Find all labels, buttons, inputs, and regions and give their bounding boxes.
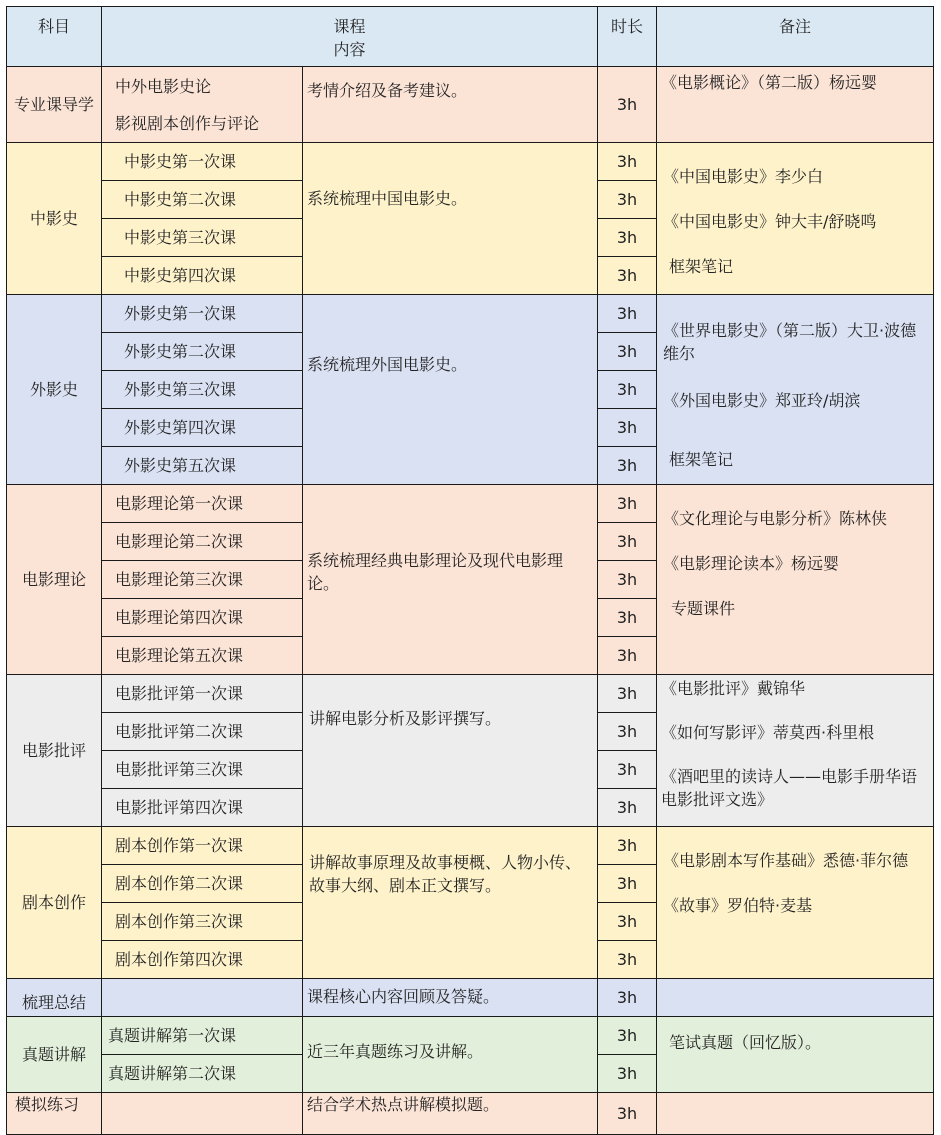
header-content [102, 7, 598, 67]
subject-cell: 电影理论 [7, 485, 102, 675]
course-cell [102, 67, 303, 143]
course-cell: 外影史第五次课 [102, 447, 303, 485]
course-cell: 剧本创作第一次课 [102, 827, 303, 865]
duration-cell: 3h [598, 979, 657, 1017]
duration-cell: 3h [598, 333, 657, 371]
course-cell: 外影史第一次课 [102, 295, 303, 333]
table-row [7, 295, 934, 333]
course-cell: 电影批评第三次课 [102, 751, 303, 789]
course-cell: 电影理论第一次课 [102, 485, 303, 523]
header-subject: 科目 [7, 7, 102, 67]
notes-cell [657, 1093, 934, 1135]
duration-cell: 3h [598, 827, 657, 865]
course-cell: 中影史第二次课 [102, 181, 303, 219]
duration-cell: 3h [598, 295, 657, 333]
subject-cell: 外影史 [7, 295, 102, 485]
duration-cell: 3h [598, 713, 657, 751]
note-line: 《电影剧本写作基础》悉德·菲尔德 [663, 851, 909, 870]
course-cell: 外影史第四次课 [102, 409, 303, 447]
table-row [7, 675, 934, 713]
duration-cell: 3h [598, 143, 657, 181]
table-row [7, 143, 934, 181]
notes-cell [657, 485, 934, 675]
note-line: 专题课件 [671, 599, 736, 618]
content-cell: 系统梳理中国电影史。 [303, 143, 598, 295]
duration-cell: 3h [598, 941, 657, 979]
course-cell: 剧本创作第三次课 [102, 903, 303, 941]
subject-cell: 电影批评 [7, 675, 102, 827]
course-cell: 电影批评第四次课 [102, 789, 303, 827]
header-content-line1: 课程 [333, 17, 366, 36]
course-cell: 电影理论第三次课 [102, 561, 303, 599]
content-cell: 讲解电影分析及影评撰写。 [303, 675, 598, 827]
course-cell: 电影批评第二次课 [102, 713, 303, 751]
subject-cell: 真题讲解 [7, 1017, 102, 1093]
course-line: 中外电影史论 [115, 76, 212, 96]
duration-cell: 3h [598, 181, 657, 219]
course-cell: 剧本创作第四次课 [102, 941, 303, 979]
course-cell: 电影批评第一次课 [102, 675, 303, 713]
header-content-line2: 内容 [333, 40, 366, 59]
course-line: 影视剧本创作与评论 [115, 113, 260, 133]
subject-cell: 剧本创作 [7, 827, 102, 979]
course-cell: 外影史第二次课 [102, 333, 303, 371]
subject-cell: 梳理总结 [7, 979, 102, 1017]
subject-cell: 模拟练习 [7, 1093, 102, 1135]
notes-cell [657, 979, 934, 1017]
course-cell [102, 1093, 303, 1135]
duration-cell: 3h [598, 485, 657, 523]
content-cell: 考情介绍及备考建议。 [303, 67, 598, 143]
content-cell: 结合学术热点讲解模拟题。 [303, 1093, 598, 1135]
duration-cell: 3h [598, 903, 657, 941]
duration-cell: 3h [598, 865, 657, 903]
note-line: 《中国电影史》钟大丰/舒晓鸣 [663, 212, 877, 231]
duration-cell: 3h [598, 637, 657, 675]
duration-cell: 3h [598, 751, 657, 789]
course-cell: 电影理论第五次课 [102, 637, 303, 675]
duration-cell: 3h [598, 371, 657, 409]
course-cell: 真题讲解第二次课 [102, 1055, 303, 1093]
note-line: 框架笔记 [669, 257, 734, 276]
note-line: 《中国电影史》李少白 [663, 167, 824, 186]
notes-cell [657, 67, 934, 143]
note-line: 《外国电影史》郑亚玲/胡滨 [663, 391, 861, 410]
duration-cell: 3h [598, 219, 657, 257]
note-line: 《如何写影评》蒂莫西·科里根 [661, 723, 875, 742]
course-cell: 真题讲解第一次课 [102, 1017, 303, 1055]
notes-cell [657, 827, 934, 979]
subject-cell: 中影史 [7, 143, 102, 295]
duration-cell: 3h [598, 561, 657, 599]
duration-cell: 3h [598, 599, 657, 637]
content-cell: 近三年真题练习及讲解。 [303, 1017, 598, 1093]
content-cell: 课程核心内容回顾及答疑。 [303, 979, 598, 1017]
content-cell: 讲解故事原理及故事梗概、人物小传、故事大纲、剧本正文撰写。 [303, 827, 598, 979]
duration-cell: 3h [598, 1017, 657, 1055]
notes-cell [657, 143, 934, 295]
header-notes: 备注 [657, 7, 934, 67]
notes-cell [657, 295, 934, 485]
course-cell: 中影史第三次课 [102, 219, 303, 257]
duration-cell: 3h [598, 67, 657, 143]
course-cell: 中影史第一次课 [102, 143, 303, 181]
note-line: 《文化理论与电影分析》陈林侠 [663, 509, 888, 528]
note-line: 《电影理论读本》杨远婴 [663, 554, 840, 573]
notes-cell [657, 1017, 934, 1093]
course-cell [102, 979, 303, 1017]
duration-cell: 3h [598, 1055, 657, 1093]
note-line: 《酒吧里的读诗人——电影手册华语电影批评文选》 [661, 767, 918, 809]
course-cell: 电影理论第四次课 [102, 599, 303, 637]
header-row [7, 7, 934, 67]
duration-cell: 3h [598, 675, 657, 713]
course-schedule-table [6, 6, 934, 1135]
course-cell: 外影史第三次课 [102, 371, 303, 409]
note-line: 笔试真题（回忆版）。 [669, 1033, 822, 1052]
note-line: 《电影批评》戴锦华 [661, 679, 806, 698]
duration-cell: 3h [598, 1093, 657, 1135]
content-cell: 系统梳理经典电影理论及现代电影理论。 [303, 485, 598, 675]
table-row [7, 1093, 934, 1135]
header-duration: 时长 [598, 7, 657, 67]
table-row [7, 827, 934, 865]
duration-cell: 3h [598, 257, 657, 295]
course-cell: 电影理论第二次课 [102, 523, 303, 561]
course-cell: 剧本创作第二次课 [102, 865, 303, 903]
table-row [7, 67, 934, 143]
duration-cell: 3h [598, 409, 657, 447]
table-row [7, 1017, 934, 1055]
table-row [7, 485, 934, 523]
note-line: 《世界电影史》（第二版）大卫·波德维尔 [663, 321, 917, 363]
note-line: 《电影概论》（第二版）杨远婴 [661, 73, 878, 92]
note-line: 《故事》罗伯特·麦基 [663, 896, 813, 915]
course-cell: 中影史第四次课 [102, 257, 303, 295]
duration-cell: 3h [598, 789, 657, 827]
table-row [7, 979, 934, 1017]
note-line: 框架笔记 [669, 450, 734, 469]
duration-cell: 3h [598, 447, 657, 485]
content-cell: 系统梳理外国电影史。 [303, 295, 598, 485]
notes-cell [657, 675, 934, 827]
subject-cell: 专业课导学 [7, 67, 102, 143]
duration-cell: 3h [598, 523, 657, 561]
